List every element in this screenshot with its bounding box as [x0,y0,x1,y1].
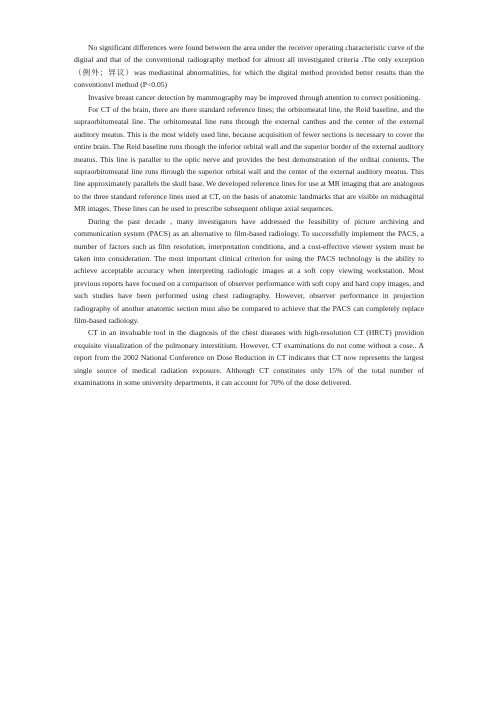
paragraph-mammography: Invasive breast cancer detection by mammography may be improved through attention to correct positioning. [88,92,421,102]
paragraph-roc-comparison: No significant differences were found between the area under the receiver operating characteristic curve of the digital and that of the conventional radiography method for almost all investigated criteria .The only exception （例外；异议）was mediastinal abnormalities, for which the digital method provided better results than the conventionvl method (P<0.05) [74,43,424,90]
paragraph-ct-reference-lines: For CT of the brain, there are there standard reference lines; the orbitomeatal line, the Reid baseline, and the supraorbitomeatal line. The orbitomeatal line runs through the external canthus and the center of the external auditory meatus. This is the most widely used line, because acquisition of fewer sections is necessary to cover the entire brain. The Reid baseline runs though the inferior orbital wall and the superior border of the external auditory meatus. This line is paraller to the optic nerve and provides the best demonstration of the orditai contents. The supraorbitomeatal line runs through the superior orbital wall and the center of the external auditory meatus. This line approximately parallels the skull base. We developed reference lines for use at MR imaging that are analogous to the three standard reference lines used at CT, on the basis of anatomic landmarks that are visible on midsagittal MR images. These lines can be used to prescribe subsequent oblique axial sequences. [74,105,424,214]
paragraph-pacs: During the past decade , many investigators have addressed the feasibility of picture archiving and communication system (PACS) as an alternative to film-based radiology. To successfully implement the PACS, a number of factors such as film resolution, interpretation conditions, and a cost-effective viewer system must be taken into consideration. The most important clinical criterion for using the PACS technology is the ability to achieve acceptable accuracy when interpreting radiologic images at a soft copy viewing workstation. Most previous reports have focused on a comparison of observer performance with soft copy and hard copy images, and such studies have been performed using chest radiography. However, observer performance in projection radiography of another anatomic section must also be compared to achieve that the PACS can completely replace film-based radiology. [74,216,424,325]
paragraph-hrct-dose: CT in an invaluable tool in the diagnosis of the chest diseases with high-resolution CT (HRCT) providion exquisite visualization of the pulmonary interstitium. However, CT examinations do not come without a cose.. A report from the 2002 National Conference on Dose Reduction in CT indicates that CT now represents the largest single source of medical radiation exposure. Although CT constitutes only 15% of the total number of examinations in some university departments, it can account for 70% of the dose delivered. [74,328,424,387]
document-page [74,42,424,389]
